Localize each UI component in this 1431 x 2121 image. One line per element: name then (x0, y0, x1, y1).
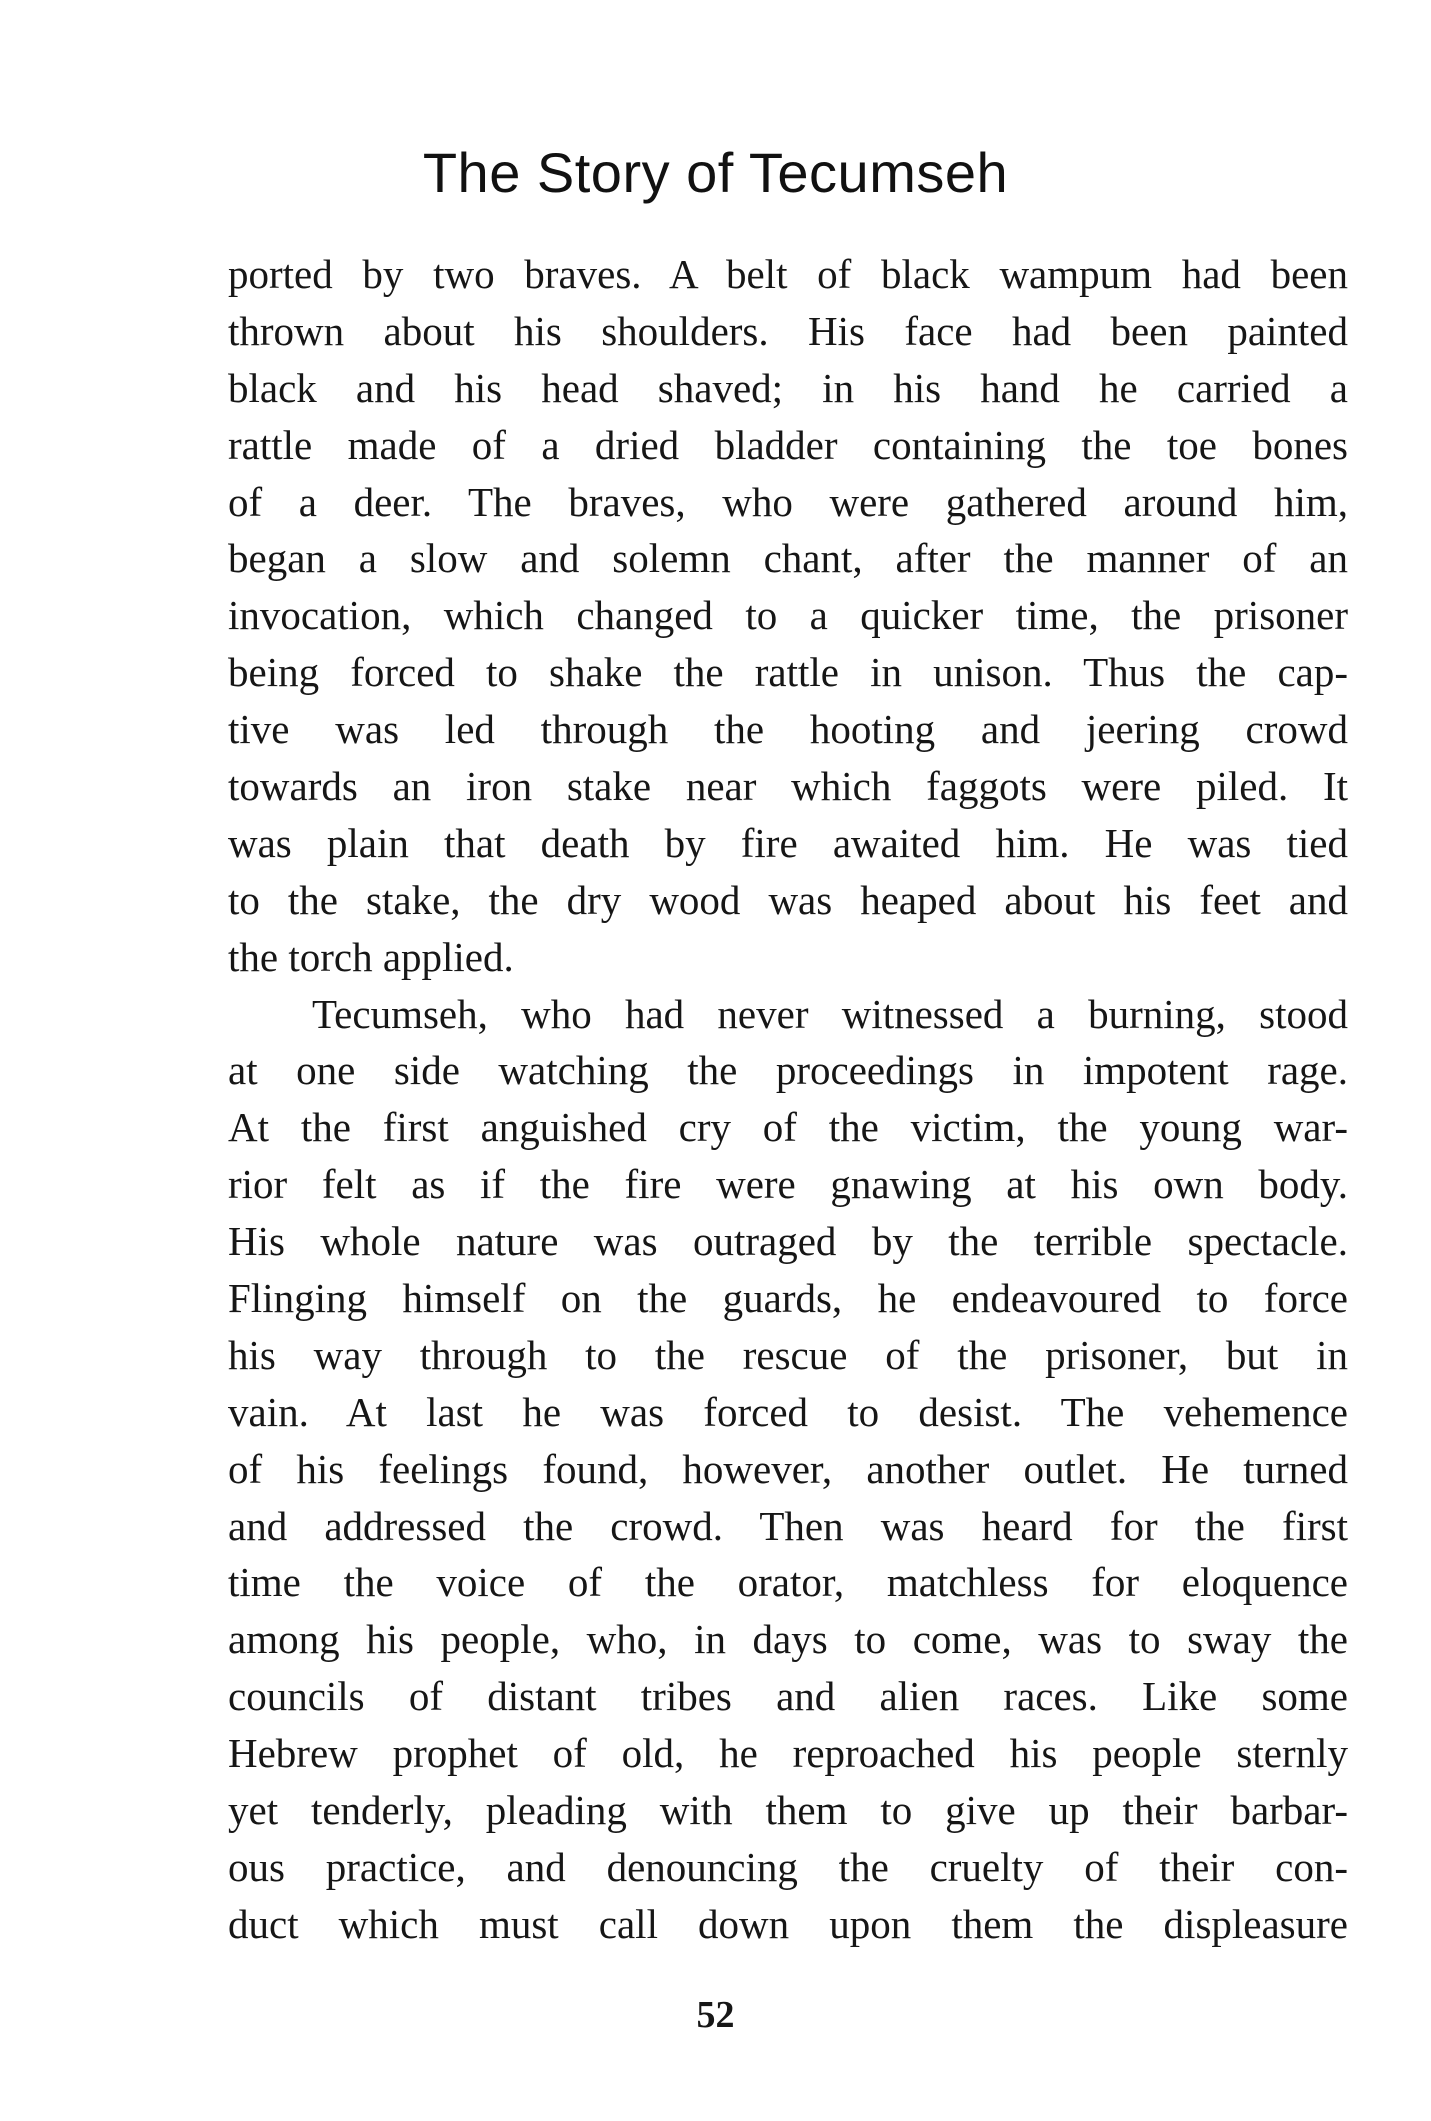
text-line: rior felt as if the fire were gnawing at his own body. (228, 1161, 1348, 1208)
text-line: was plain that death by fire awaited him. He was tied (228, 819, 1348, 866)
running-head: The Story of Tecumseh (422, 141, 1009, 204)
text-line: councils of distant tribes and alien races. Like some (228, 1673, 1348, 1720)
text-line: among his people, who, in days to come, was to sway the (228, 1616, 1348, 1663)
text-line: began a slow and solemn chant, after the manner of an (228, 535, 1348, 582)
text-line: black and his head shaved; in his hand he carried a (228, 364, 1348, 411)
text-line: thrown about his shoulders. His face had been painted (228, 307, 1348, 354)
text-line: of a deer. The braves, who were gathered around him, (228, 478, 1348, 525)
text-line: of his feelings found, however, another outlet. He turned (228, 1445, 1348, 1492)
text-line: yet tenderly, pleading with them to give up their barbar- (228, 1787, 1348, 1834)
text-line: time the voice of the orator, matchless for eloquence (228, 1559, 1348, 1606)
paragraph (228, 246, 1348, 986)
text-line: duct which must call down upon them the displeasure (228, 1900, 1348, 1947)
page-number: 52 (696, 1994, 735, 2036)
paragraph (228, 986, 1348, 1953)
text-line: at one side watching the proceedings in impotent rage. (228, 1047, 1348, 1094)
text-line: invocation, which changed to a quicker time, the prisoner (228, 592, 1348, 639)
text-line: ported by two braves. A belt of black wampum had been (228, 251, 1348, 297)
text-line: the torch applied. (228, 933, 514, 980)
text-line: towards an iron stake near which faggots were piled. It (228, 763, 1348, 810)
text-line: Hebrew prophet of old, he reproached his people sternly (228, 1730, 1348, 1777)
text-line: vain. At last he was forced to desist. The vehemence (228, 1388, 1348, 1435)
text-line: Tecumseh, who had never witnessed a burning, stood (312, 990, 1348, 1037)
text-line: rattle made of a dried bladder containing the toe bones (228, 421, 1348, 468)
text-line: and addressed the crowd. Then was heard for the first (228, 1502, 1348, 1549)
text-line: tive was led through the hooting and jeering crowd (228, 706, 1348, 753)
text-line: to the stake, the dry wood was heaped about his feet and (228, 876, 1348, 923)
text-line: his way through to the rescue of the prisoner, but in (228, 1331, 1348, 1378)
text-line: ous practice, and denouncing the cruelty of their con- (228, 1843, 1348, 1890)
text-line: Flinging himself on the guards, he endeavoured to force (228, 1275, 1348, 1322)
text-line: His whole nature was outraged by the terrible spectacle. (228, 1218, 1348, 1265)
body-text (228, 246, 1348, 1953)
text-line: At the first anguished cry of the victim, the young war- (228, 1104, 1348, 1151)
text-line: being forced to shake the rattle in unison. Thus the cap- (228, 649, 1348, 696)
